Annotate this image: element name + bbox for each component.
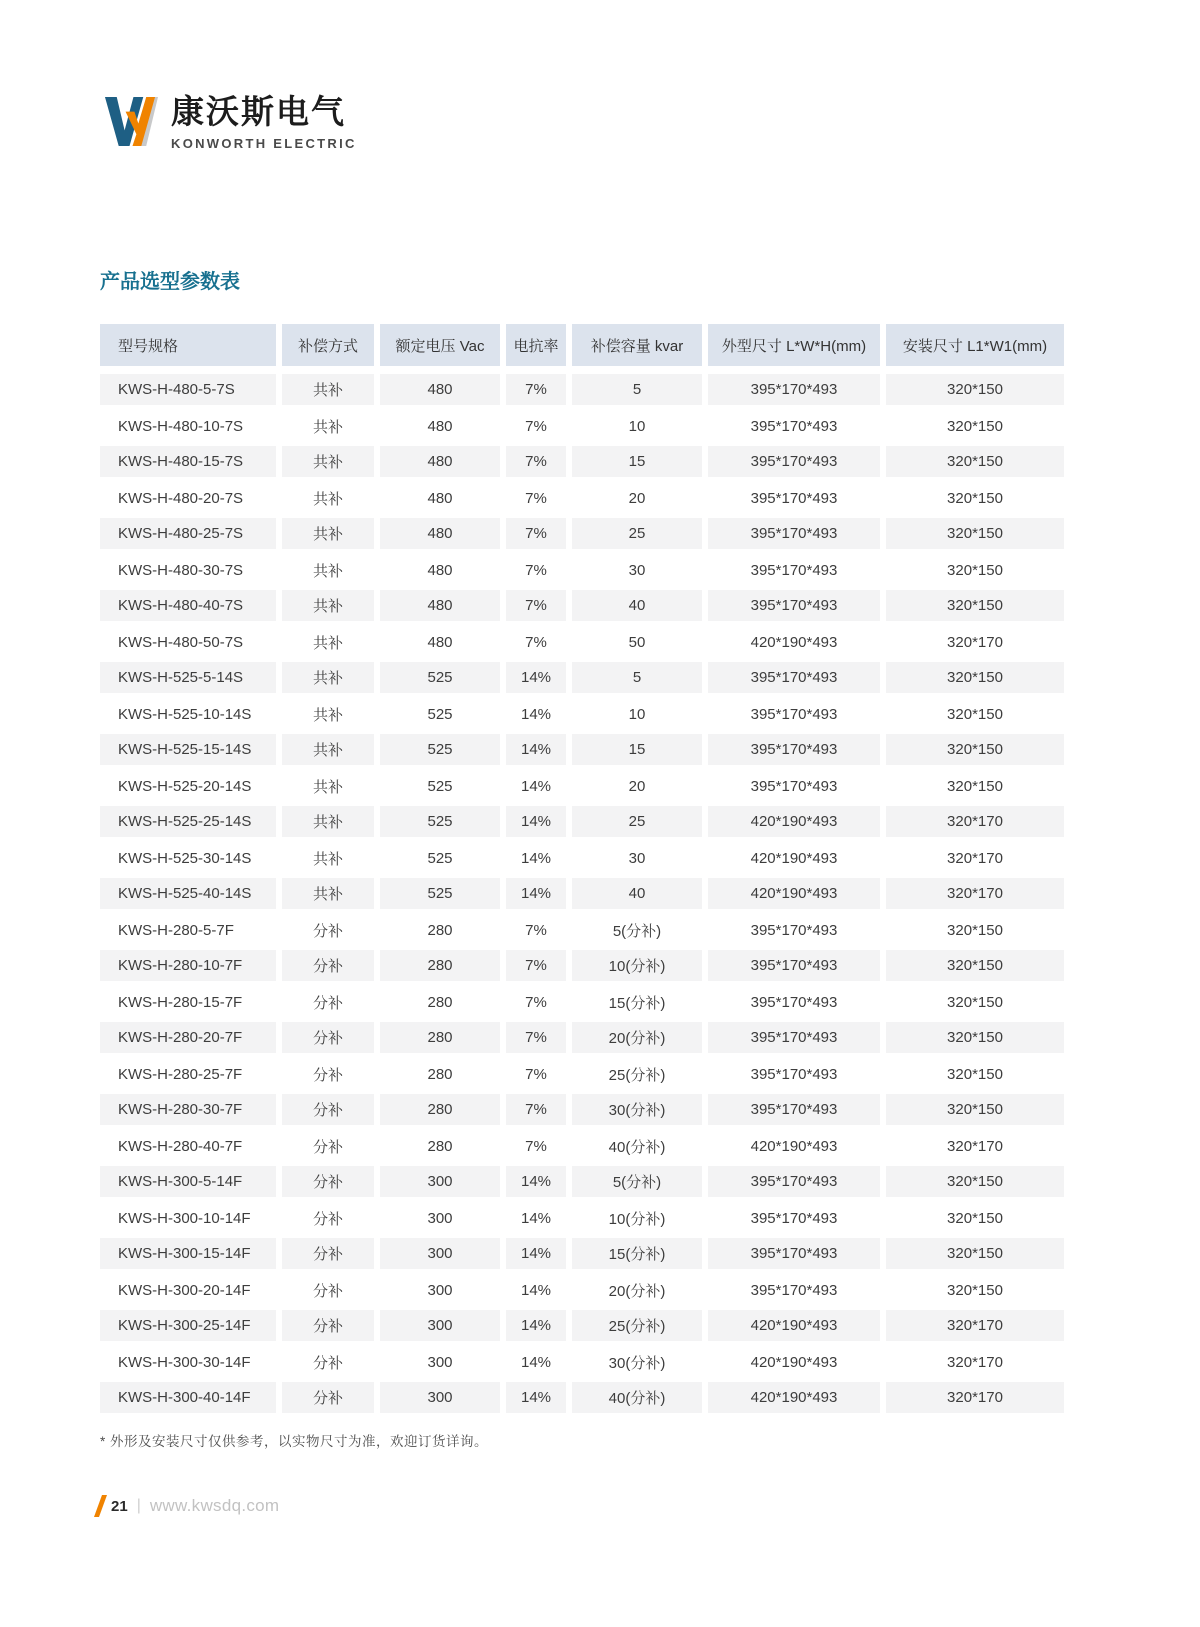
table-cell: 320*150 (886, 1020, 1064, 1056)
table-row (100, 1344, 1064, 1380)
table-cell: 10(分补) (608, 1210, 666, 1228)
table-cell: 320*150 (947, 1065, 1003, 1083)
website-url: www.kwsdq.com (149, 1496, 280, 1515)
table-row (100, 1164, 1064, 1200)
table-cell: 7% (525, 1137, 547, 1155)
table-cell: 395*170*493 (750, 705, 838, 723)
table-cell: 300 (380, 1380, 500, 1416)
table-row (100, 1236, 1064, 1272)
table-cell: 分补 (312, 922, 343, 940)
footer-divider: | (136, 1497, 141, 1514)
table-cell: 395*170*493 (708, 516, 880, 552)
table-cell: 40 (572, 876, 702, 912)
table-cell: 480 (380, 372, 500, 408)
table-cell: 395*170*493 (750, 417, 838, 435)
table-row (100, 1056, 1064, 1092)
table-row (100, 408, 1064, 444)
table-cell: 14% (520, 849, 552, 867)
table-cell: 7% (525, 993, 547, 1011)
table-cell: KWS-H-480-25-7S (100, 516, 276, 552)
table-cell: KWS-H-300-30-14F (118, 1353, 251, 1371)
table-cell: 280 (427, 921, 453, 939)
table-cell: 480 (380, 588, 500, 624)
table-cell: 20(分补) (572, 1020, 702, 1056)
table-cell: KWS-H-525-20-14S (118, 777, 252, 795)
table-cell: 分补 (312, 1354, 343, 1372)
table-cell: 395*170*493 (708, 588, 880, 624)
table-cell: 20 (628, 777, 646, 795)
table-cell: 25(分补) (608, 1066, 666, 1084)
table-cell: 320*150 (886, 732, 1064, 768)
table-cell: 共补 (282, 372, 374, 408)
table-cell: KWS-H-300-25-14F (100, 1308, 276, 1344)
table-row (100, 1200, 1064, 1236)
table-cell: KWS-H-480-30-7S (118, 561, 244, 579)
table-cell: 25 (572, 804, 702, 840)
table-cell: 7% (506, 1020, 566, 1056)
table-cell: 14% (506, 876, 566, 912)
table-cell: 480 (427, 417, 453, 435)
table-cell: 320*150 (886, 372, 1064, 408)
table-row (100, 1380, 1064, 1416)
column-header-capacity: 补偿容量 kvar (572, 324, 702, 366)
table-cell: 7% (525, 633, 547, 651)
table-cell: KWS-H-300-20-14F (118, 1281, 251, 1299)
table-cell: KWS-H-480-20-7S (118, 489, 244, 507)
table-cell: KWS-H-300-10-14F (118, 1209, 251, 1227)
table-cell: 300 (380, 1164, 500, 1200)
table-cell: 分补 (282, 1236, 374, 1272)
table-cell: 320*150 (947, 777, 1003, 795)
table-cell: 395*170*493 (750, 561, 838, 579)
table-cell: KWS-H-280-15-7F (118, 993, 243, 1011)
table-cell: 300 (380, 1236, 500, 1272)
table-cell: 320*150 (947, 1281, 1003, 1299)
table-cell: 320*150 (947, 417, 1003, 435)
table-cell: KWS-H-480-5-7S (100, 372, 276, 408)
table-cell: 共补 (312, 490, 343, 508)
table-row (100, 948, 1064, 984)
table-cell: KWS-H-300-5-14F (100, 1164, 276, 1200)
table-cell: 14% (506, 804, 566, 840)
table-cell: 420*190*493 (750, 849, 838, 867)
table-row (100, 1092, 1064, 1128)
table-cell: 280 (427, 993, 453, 1011)
table-row (100, 588, 1064, 624)
table-cell: 525 (380, 660, 500, 696)
table-cell: KWS-H-525-15-14S (100, 732, 276, 768)
table-cell: 分补 (312, 1066, 343, 1084)
page-number: 21 (111, 1497, 128, 1515)
table-cell: 14% (520, 1353, 552, 1371)
table-cell: 525 (427, 849, 453, 867)
table-cell: 395*170*493 (708, 948, 880, 984)
table-cell: 14% (520, 777, 552, 795)
table-cell: 分补 (282, 1164, 374, 1200)
table-cell: 10 (628, 705, 646, 723)
table-cell: 320*170 (947, 849, 1003, 867)
table-cell: 525 (427, 705, 453, 723)
table-cell: 280 (427, 1137, 453, 1155)
table-row (100, 840, 1064, 876)
table-cell: 320*150 (886, 1092, 1064, 1128)
table-row (100, 372, 1064, 408)
table-cell: 280 (380, 1092, 500, 1128)
table-cell: 14% (520, 705, 552, 723)
table-cell: 395*170*493 (750, 993, 838, 1011)
table-row (100, 480, 1064, 516)
table-cell: 395*170*493 (750, 489, 838, 507)
table-cell: 525 (427, 777, 453, 795)
table-cell: 320*150 (886, 1236, 1064, 1272)
brand-name-cn: 康沃斯电气 (171, 93, 346, 130)
table-cell: 320*150 (886, 948, 1064, 984)
table-cell: 分补 (282, 1092, 374, 1128)
table-cell: 395*170*493 (750, 921, 838, 939)
table-cell: 30(分补) (572, 1092, 702, 1128)
table-cell: 共补 (282, 588, 374, 624)
table-cell: 300 (427, 1281, 453, 1299)
table-cell: 320*170 (947, 1353, 1003, 1371)
table-cell: 320*150 (947, 489, 1003, 507)
table-cell: 320*150 (947, 993, 1003, 1011)
table-row (100, 1272, 1064, 1308)
table-cell: 30(分补) (608, 1354, 666, 1372)
table-cell: 420*190*493 (708, 804, 880, 840)
table-cell: 40(分补) (608, 1138, 666, 1156)
table-row (100, 1128, 1064, 1164)
table-cell: 14% (520, 1281, 552, 1299)
table-row (100, 1020, 1064, 1056)
table-cell: 7% (506, 516, 566, 552)
table-cell: 共补 (282, 804, 374, 840)
table-cell: 7% (506, 1092, 566, 1128)
table-cell: KWS-H-525-30-14S (118, 849, 252, 867)
table-cell: 5 (572, 660, 702, 696)
table-cell: 320*150 (886, 516, 1064, 552)
table-cell: 320*170 (886, 1380, 1064, 1416)
column-header-outline-size: 外型尺寸 L*W*H(mm) (708, 324, 880, 366)
table-row (100, 732, 1064, 768)
table-cell: 525 (380, 876, 500, 912)
logo-text (171, 95, 357, 151)
page-footer (98, 1492, 279, 1520)
table-cell: 15 (572, 732, 702, 768)
table-cell: 320*150 (947, 705, 1003, 723)
logo (103, 95, 357, 151)
table-cell: 320*150 (947, 921, 1003, 939)
table-cell: 395*170*493 (708, 1164, 880, 1200)
column-header-install-size: 安装尺寸 L1*W1(mm) (886, 324, 1064, 366)
table-cell: KWS-H-280-10-7F (100, 948, 276, 984)
table-row (100, 984, 1064, 1020)
table-cell: 分补 (282, 948, 374, 984)
table-cell: 525 (380, 732, 500, 768)
footnote: * 外形及安装尺寸仅供参考，以实物尺寸为准，欢迎订货详询。 (100, 1434, 489, 1449)
table-cell: 50 (628, 633, 646, 651)
table-cell: 300 (427, 1209, 453, 1227)
column-header-reactance: 电抗率 (506, 324, 566, 366)
product-table (100, 324, 1064, 1416)
table-cell: 40 (572, 588, 702, 624)
table-cell: 分补 (312, 1210, 343, 1228)
table-cell: 分补 (282, 1020, 374, 1056)
logo-w-icon (103, 95, 158, 148)
table-cell: 300 (427, 1353, 453, 1371)
table-cell: KWS-H-480-15-7S (100, 444, 276, 480)
table-cell: 280 (380, 1020, 500, 1056)
table-cell: 共补 (282, 876, 374, 912)
table-cell: 分补 (312, 1138, 343, 1156)
table-cell: 480 (380, 516, 500, 552)
table-cell: 分补 (312, 1282, 343, 1300)
table-cell: 320*150 (886, 444, 1064, 480)
table-cell: KWS-H-480-50-7S (118, 633, 244, 651)
table-cell: 共补 (312, 850, 343, 868)
table-row (100, 516, 1064, 552)
table-cell: 480 (380, 444, 500, 480)
table-row (100, 624, 1064, 660)
table-cell: 10 (628, 417, 646, 435)
table-cell: 14% (506, 732, 566, 768)
table-row (100, 444, 1064, 480)
table-row (100, 804, 1064, 840)
table-cell: 分补 (282, 1308, 374, 1344)
slash-icon (94, 1495, 107, 1517)
table-cell: 280 (380, 948, 500, 984)
table-cell: 395*170*493 (750, 1065, 838, 1083)
table-cell: 共补 (282, 444, 374, 480)
brand-name-en: KONWORTH ELECTRIC (171, 135, 357, 151)
table-header-row (100, 324, 1064, 366)
table-cell: 395*170*493 (708, 732, 880, 768)
table-cell: 20 (628, 489, 646, 507)
table-cell: 320*170 (886, 804, 1064, 840)
table-cell: 480 (427, 633, 453, 651)
table-cell: 395*170*493 (750, 1281, 838, 1299)
table-cell: 320*170 (947, 633, 1003, 651)
table-cell: 395*170*493 (750, 777, 838, 795)
table-cell: 14% (520, 1209, 552, 1227)
table-cell: 14% (506, 1308, 566, 1344)
table-cell: 420*190*493 (750, 633, 838, 651)
table-cell: 5(分补) (572, 1164, 702, 1200)
column-header-model: 型号规格 (100, 324, 276, 366)
table-cell: 分补 (282, 1380, 374, 1416)
table-cell: 320*170 (886, 876, 1064, 912)
table-cell: 320*150 (886, 588, 1064, 624)
table-cell: KWS-H-280-5-7F (118, 921, 234, 939)
table-cell: 30 (628, 849, 646, 867)
table-cell: 共补 (312, 778, 343, 796)
table-cell: 分补 (312, 994, 343, 1012)
table-cell: 7% (506, 372, 566, 408)
table-cell: 40(分补) (572, 1380, 702, 1416)
table-row (100, 696, 1064, 732)
table-cell: 320*150 (886, 1164, 1064, 1200)
table-cell: 14% (506, 1236, 566, 1272)
table-cell: 395*170*493 (708, 660, 880, 696)
table-cell: 395*170*493 (708, 1092, 880, 1128)
table-cell: KWS-H-525-40-14S (100, 876, 276, 912)
table-cell: 420*190*493 (708, 1380, 880, 1416)
column-header-compensation: 补偿方式 (282, 324, 374, 366)
table-cell: 14% (506, 1380, 566, 1416)
table-cell: KWS-H-525-10-14S (118, 705, 252, 723)
table-cell: 300 (380, 1308, 500, 1344)
table-cell: 525 (380, 804, 500, 840)
table-cell: KWS-H-280-30-7F (100, 1092, 276, 1128)
table-cell: 395*170*493 (750, 1209, 838, 1227)
table-cell: 480 (427, 489, 453, 507)
table-cell: 420*190*493 (708, 1308, 880, 1344)
table-cell: 25 (572, 516, 702, 552)
table-cell: 15 (572, 444, 702, 480)
table-cell: 15(分补) (572, 1236, 702, 1272)
column-header-voltage: 额定电压 Vac (380, 324, 500, 366)
table-cell: KWS-H-280-25-7F (118, 1065, 243, 1083)
table-cell: 420*190*493 (750, 1353, 838, 1371)
table-cell: 7% (525, 417, 547, 435)
table-cell: 395*170*493 (708, 372, 880, 408)
table-cell: 7% (525, 561, 547, 579)
table-cell: 共补 (282, 516, 374, 552)
table-row (100, 912, 1064, 948)
table-cell: 10(分补) (572, 948, 702, 984)
table-cell: KWS-H-480-10-7S (118, 417, 244, 435)
table-cell: 20(分补) (608, 1282, 666, 1300)
table-cell: 5(分补) (612, 922, 662, 940)
table-cell: 320*170 (947, 1137, 1003, 1155)
table-cell: 395*170*493 (708, 1236, 880, 1272)
table-row (100, 768, 1064, 804)
table-cell: KWS-H-280-20-7F (100, 1020, 276, 1056)
table-cell: 7% (506, 948, 566, 984)
table-cell: 395*170*493 (708, 444, 880, 480)
table-cell: 15(分补) (608, 994, 666, 1012)
table-cell: 5 (572, 372, 702, 408)
table-cell: 共补 (312, 562, 343, 580)
table-cell: KWS-H-300-40-14F (100, 1380, 276, 1416)
table-body (100, 372, 1064, 1416)
table-cell: 30 (628, 561, 646, 579)
table-cell: 320*150 (947, 1209, 1003, 1227)
table-cell: 14% (506, 660, 566, 696)
table-cell: KWS-H-525-5-14S (100, 660, 276, 696)
table-row (100, 1308, 1064, 1344)
table-cell: KWS-H-300-15-14F (100, 1236, 276, 1272)
table-cell: 共补 (312, 418, 343, 436)
table-cell: 共补 (282, 732, 374, 768)
table-cell: 320*150 (886, 660, 1064, 696)
table-cell: 25(分补) (572, 1308, 702, 1344)
table-cell: 280 (427, 1065, 453, 1083)
table-cell: 14% (506, 1164, 566, 1200)
table-cell: 7% (506, 444, 566, 480)
table-cell: 7% (506, 588, 566, 624)
table-cell: 420*190*493 (708, 876, 880, 912)
table-cell: KWS-H-280-40-7F (118, 1137, 243, 1155)
table-cell: 7% (525, 1065, 547, 1083)
table-cell: 320*150 (947, 561, 1003, 579)
table-cell: KWS-H-480-40-7S (100, 588, 276, 624)
table-cell: 7% (525, 921, 547, 939)
table-cell: 共补 (312, 634, 343, 652)
table-row (100, 876, 1064, 912)
table-cell: KWS-H-525-25-14S (100, 804, 276, 840)
table-cell: 7% (525, 489, 547, 507)
table-cell: 共补 (312, 706, 343, 724)
table-cell: 395*170*493 (708, 1020, 880, 1056)
table-cell: 420*190*493 (750, 1137, 838, 1155)
section-title: 产品选型参数表 (100, 271, 240, 293)
table-cell: 480 (427, 561, 453, 579)
table-cell: 共补 (282, 660, 374, 696)
table-row (100, 552, 1064, 588)
table-cell: 320*170 (886, 1308, 1064, 1344)
table-row (100, 660, 1064, 696)
